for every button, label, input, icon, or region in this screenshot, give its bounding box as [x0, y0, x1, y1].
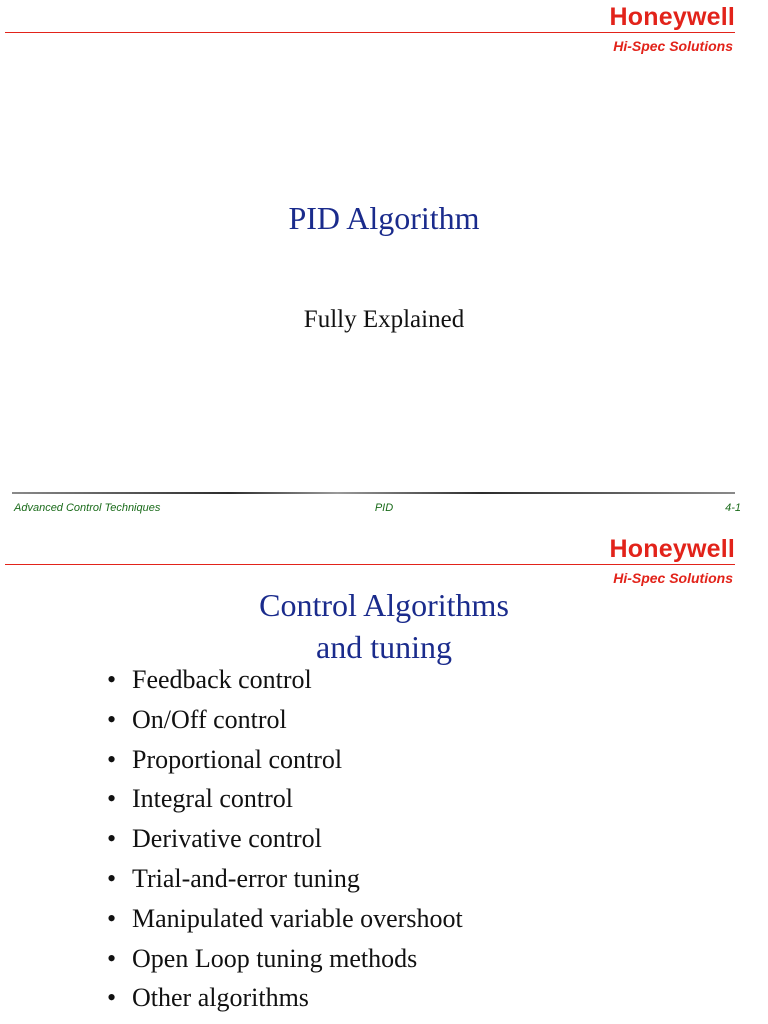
list-item-text: Open Loop tuning methods [132, 943, 418, 973]
list-item-text: Proportional control [132, 744, 343, 774]
brand-tagline: Hi-Spec Solutions [613, 570, 733, 586]
topic-list [107, 664, 463, 1022]
list-item [107, 664, 463, 704]
bullet-icon: • [107, 943, 117, 973]
slide-title: PID Algorithm [288, 200, 480, 236]
bullet-icon: • [107, 704, 117, 734]
header-divider [5, 32, 735, 33]
bullet-icon: • [107, 665, 117, 694]
bullet-icon: • [107, 983, 117, 1013]
list-item-text: Derivative control [132, 824, 322, 854]
list-item-text: Manipulated variable overshoot [132, 903, 463, 933]
list-item-text: Trial-and-error tuning [132, 863, 360, 893]
slide-title [0, 584, 768, 668]
honeywell-logo: Honeywell [609, 3, 735, 31]
footer-course-title: Advanced Control Techniques [14, 502, 161, 514]
footer-divider [12, 492, 735, 494]
slide-subtitle: Fully Explained [303, 306, 465, 333]
list-item-text: Feedback control [132, 665, 312, 694]
bullet-icon: • [107, 744, 117, 774]
slide-title-line-2: and tuning [316, 629, 452, 665]
footer-page-number: 4-1 [725, 502, 741, 514]
list-item-text: On/Off control [132, 704, 287, 734]
slide-2 [0, 532, 768, 1024]
footer-topic: PID [374, 502, 394, 514]
list-item-text: Other algorithms [132, 983, 309, 1013]
bullet-icon: • [107, 824, 117, 854]
list-item [107, 783, 463, 823]
list-item [107, 982, 463, 1022]
list-item [107, 903, 463, 943]
list-item [107, 744, 463, 784]
slide-title-line-1: Control Algorithms [259, 587, 509, 623]
honeywell-logo: Honeywell [609, 535, 735, 563]
list-item-text: Integral control [132, 784, 293, 814]
brand-tagline: Hi-Spec Solutions [613, 38, 733, 54]
list-item [107, 863, 463, 903]
list-item [107, 943, 463, 983]
list-item [107, 823, 463, 863]
bullet-icon: • [107, 784, 117, 814]
list-item [107, 704, 463, 744]
header-divider [5, 564, 735, 565]
bullet-icon: • [107, 903, 117, 933]
bullet-icon: • [107, 863, 117, 893]
